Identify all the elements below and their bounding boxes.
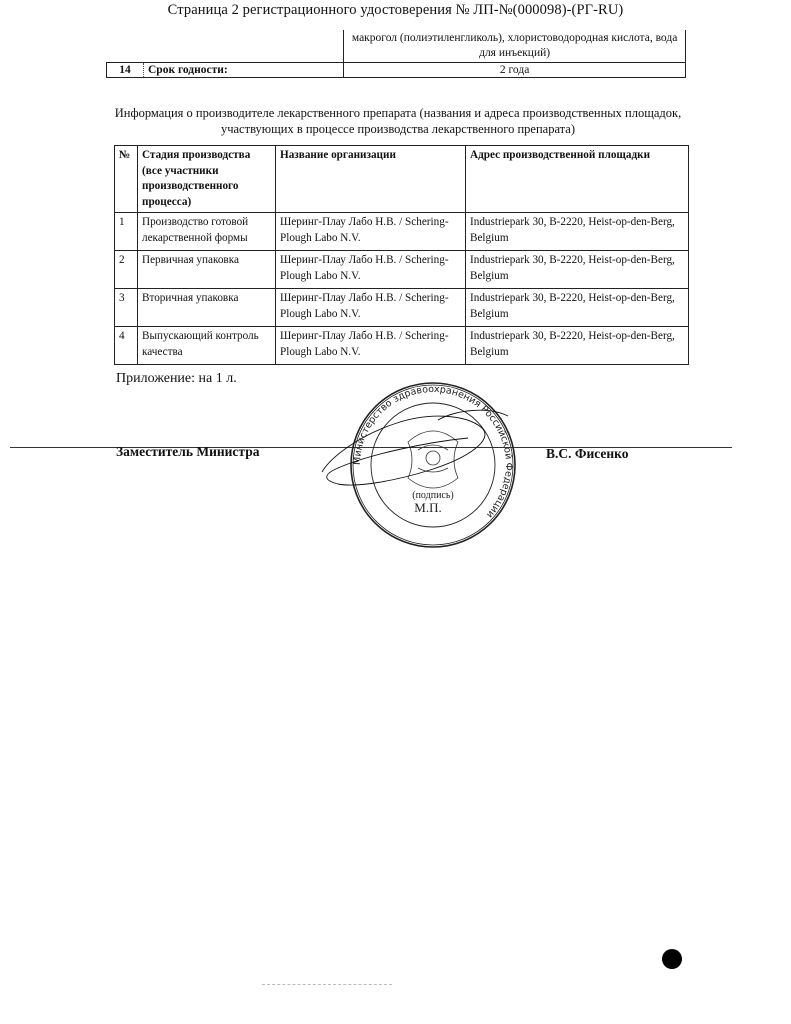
- table-row: [115, 289, 689, 327]
- stamp-mark: М.П.: [414, 500, 442, 515]
- table-row: [115, 213, 689, 251]
- composition-continued: макрогол (полиэтиленгликоль), хлористоводородная кислота, вода для инъекций): [344, 30, 686, 63]
- shelf-life-row: [107, 63, 686, 78]
- manufacturer-table: [114, 145, 689, 365]
- signer-name: В.С. Фисенко: [546, 446, 629, 461]
- signer-title: Заместитель Министра: [116, 444, 260, 459]
- cell-number: 1: [115, 213, 138, 251]
- cell-organization: Шеринг-Плау Лабо Н.В. / Schering-Plough Labo N.V.: [276, 213, 466, 251]
- cell-address: Industriepark 30, B-2220, Heist-op-den-Berg, Belgium: [466, 327, 689, 365]
- cell-stage: Первичная упаковка: [138, 251, 276, 289]
- table-header-row: [115, 146, 689, 213]
- col-header-organization: Название организации: [276, 146, 466, 213]
- cell-organization: Шеринг-Плау Лабо Н.В. / Schering-Plough Labo N.V.: [276, 289, 466, 327]
- stamp-caption: (подпись): [412, 490, 454, 501]
- table-row: [115, 251, 689, 289]
- official-stamp-seal: [318, 380, 548, 550]
- shelf-life-value: 2 года: [344, 63, 686, 78]
- col-header-address: Адрес производственной площадки: [466, 146, 689, 213]
- cell-stage: Производство готовой лекарственной формы: [138, 213, 276, 251]
- stamp-ring-text: Министерство здравоохранения Российской Федерации: [351, 383, 515, 521]
- cell-number: 4: [115, 327, 138, 365]
- punch-hole: [662, 949, 682, 969]
- cell-number: 3: [115, 289, 138, 327]
- shelf-life-table: [106, 30, 686, 78]
- manufacturer-info-heading: Информация о производителе лекарственного препарата (названия и адреса производственных площадок, участвующих в процессе производства лекарственного препарата): [114, 106, 682, 136]
- cell-address: Industriepark 30, B-2220, Heist-op-den-Berg, Belgium: [466, 289, 689, 327]
- cell-address: Industriepark 30, B-2220, Heist-op-den-Berg, Belgium: [466, 251, 689, 289]
- handwritten-signature: [322, 410, 508, 485]
- shelf-life-label: Срок годности:: [144, 63, 344, 78]
- page-header: Страница 2 регистрационного удостоверения № ЛП-№(000098)-(РГ-RU): [167, 2, 624, 18]
- appendix-note: Приложение: на 1 л.: [116, 371, 237, 386]
- table-row: [115, 327, 689, 365]
- emblem-icon: [408, 431, 458, 488]
- cell-number: 2: [115, 251, 138, 289]
- continued-row: [107, 30, 686, 63]
- cell-address: Industriepark 30, B-2220, Heist-op-den-Berg, Belgium: [466, 213, 689, 251]
- col-header-stage: Стадия производства (все участники производственного процесса): [138, 146, 276, 213]
- row-number: 14: [107, 63, 144, 78]
- cell-organization: Шеринг-Плау Лабо Н.В. / Schering-Plough Labo N.V.: [276, 251, 466, 289]
- cell-stage: Выпускающий контроль качества: [138, 327, 276, 365]
- scan-artifact: [262, 984, 392, 985]
- col-header-number: №: [115, 146, 138, 213]
- cell-organization: Шеринг-Плау Лабо Н.В. / Schering-Plough Labo N.V.: [276, 327, 466, 365]
- cell-stage: Вторичная упаковка: [138, 289, 276, 327]
